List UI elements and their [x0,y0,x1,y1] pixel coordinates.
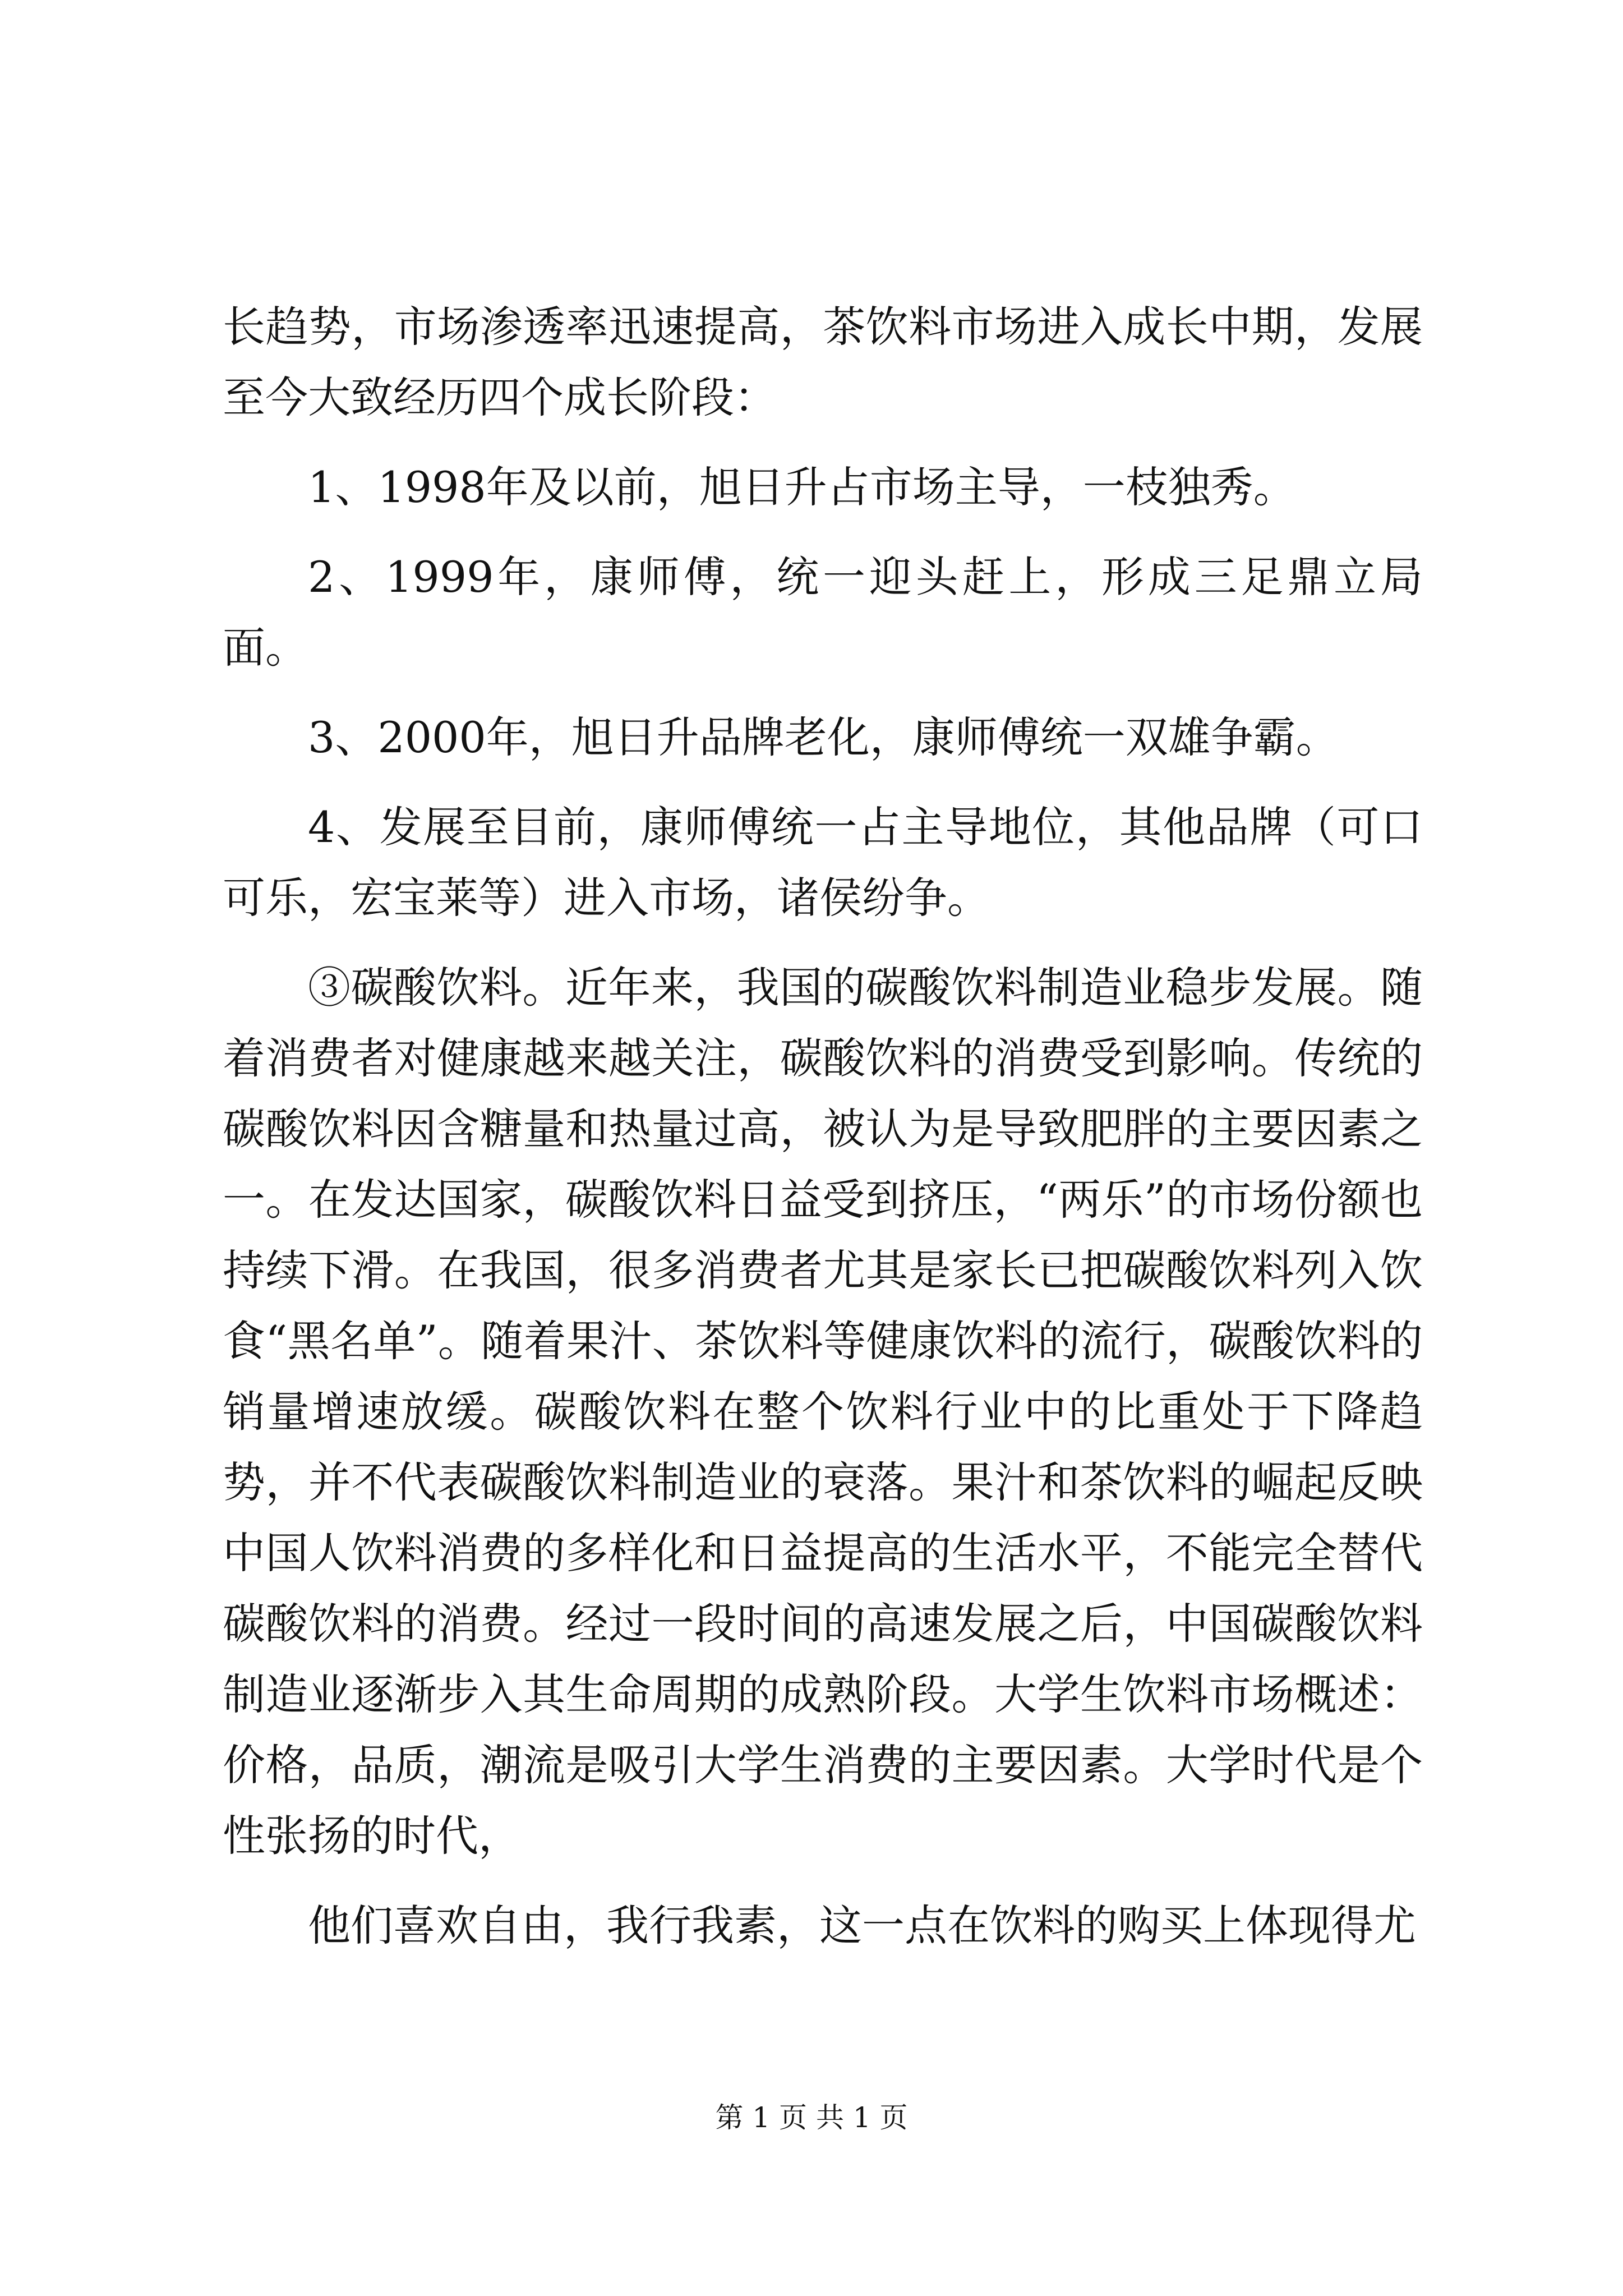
list-item-current: 4、发展至目前，康师傅统一占主导地位，其他品牌（可口可乐，宏宝莱等）进入市场，诸侯纷争。 [223,802,1423,923]
body-text [223,292,1423,1961]
list-item-1998: 1、1998年及以前，旭日升占市场主导，一枝独秀。 [308,462,1296,512]
list-item-2000: 3、2000年，旭日升品牌老化，康师傅统一双雄争霸。 [308,712,1339,762]
page-footer: 第 1 页 共 1 页 [715,2101,908,2134]
paragraph-carbonated-drinks: ③碳酸饮料。近年来，我国的碳酸饮料制造业稳步发展。随着消费者对健康越来越关注，碳酸饮料的消费受到影响。传统的碳酸饮料因含糖量和热量过高，被认为是导致肥胖的主要因素之一。在发达国家，碳酸饮料日益受到挤压，“两乐”的市场份额也持续下滑。在我国，很多消费者尤其是家长已把碳酸饮料列入饮食“黑名单”。随着果汁、茶饮料等健康饮料的流行，碳酸饮料的销量增速放缓。碳酸饮料在整个饮料行业中的比重处于下降趋势，并不代表碳酸饮料制造业的衰落。果汁和茶饮料的崛起反映中国人饮料消费的多样化和日益提高的生活水平，不能完全替代碳酸饮料的消费。经过一段时间的高速发展之后，中国碳酸饮料制造业逐渐步入其生命周期的成熟阶段。大学生饮料市场概述：价格，品质，潮流是吸引大学生消费的主要因素。大学时代是个性张扬的时代， [223,963,1423,1861]
paragraph-students: 他们喜欢自由，我行我素，这一点在饮料的购买上体现得尤 [308,1901,1416,1950]
list-item-1999: 2、1999年，康师傅，统一迎头赶上，形成三足鼎立局面。 [223,552,1423,673]
paragraph-tea-trend: 长趋势，市场渗透率迅速提高，茶饮料市场进入成长中期，发展至今大致经历四个成长阶段： [223,302,1423,422]
